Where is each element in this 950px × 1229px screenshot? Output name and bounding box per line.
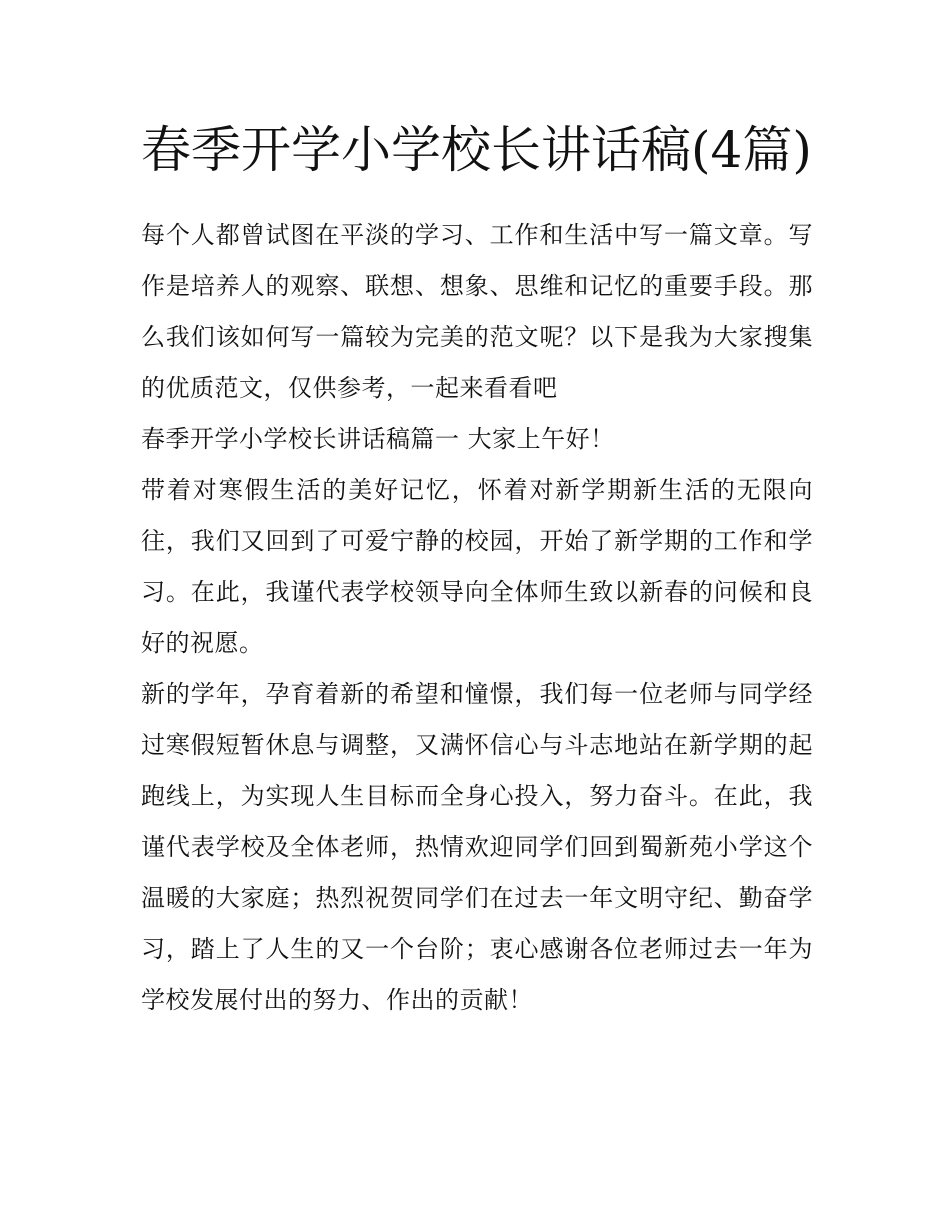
document-title: 春季开学小学校长讲话稿(4篇) xyxy=(141,121,812,179)
body-paragraph: 带着对寒假生活的美好记忆，怀着对新学期新生活的无限向往，我们又回到了可爱宁静的校园，开始了新学期的工作和学习。在此，我谨代表学校领导向全体师生致以新春的问候和良好的祝愿。 xyxy=(141,476,813,657)
section-heading-paragraph: 春季开学小学校长讲话稿篇一 大家上午好！ xyxy=(141,425,615,453)
intro-paragraph: 每个人都曾试图在平淡的学习、工作和生活中写一篇文章。写作是培养人的观察、联想、想象、思维和记忆的重要手段。那么我们该如何写一篇较为完美的范文呢？以下是我为大家搜集的优质范文，仅供参考，一起来看看吧 xyxy=(141,221,813,402)
body-paragraph: 新的学年，孕育着新的希望和憧憬，我们每一位老师与同学经过寒假短暂休息与调整，又满怀信心与斗志地站在新学期的起跑线上，为实现人生目标而全身心投入，努力奋斗。在此，我谨代表学校及全体老师，热情欢迎同学们回到蜀新苑小学这个温暖的大家庭；热烈祝贺同学们在过去一年文明守纪、勤奋学习，踏上了人生的又一个台阶；衷心感谢各位老师过去一年为学校发展付出的努力、作出的贡献！ xyxy=(141,680,813,1014)
document-page xyxy=(141,110,813,1026)
